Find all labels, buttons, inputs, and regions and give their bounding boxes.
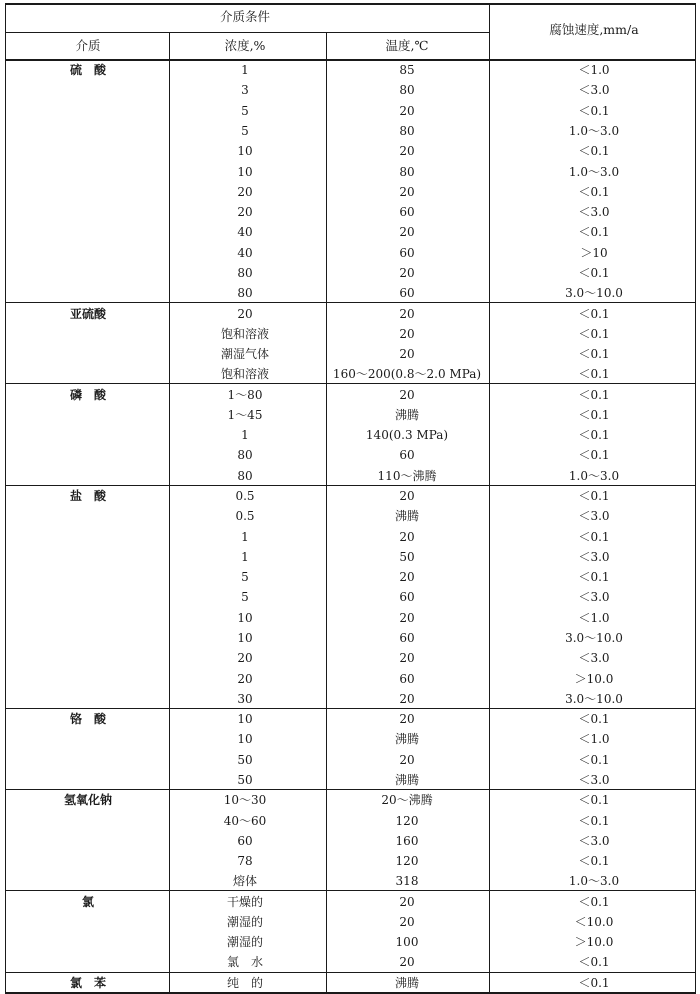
cell-concentration: 78 <box>237 854 253 869</box>
cell-temperature: 60 <box>399 245 415 260</box>
cell-temperature: 20 <box>399 306 415 321</box>
group-divider <box>5 890 696 891</box>
cell-temperature: 20 <box>399 103 415 118</box>
cell-temperature: 120 <box>395 854 419 869</box>
cell-temperature: 160 <box>395 833 419 848</box>
cell-concentration: 5 <box>241 103 249 118</box>
cell-concentration: 5 <box>241 123 249 138</box>
cell-concentration: 10 <box>237 164 253 179</box>
cell-temperature: 60 <box>399 205 415 220</box>
cell-temperature: 沸腾 <box>394 975 420 990</box>
cell-temperature: 20 <box>399 529 415 544</box>
cell-concentration: 熔体 <box>232 874 258 889</box>
cell-concentration: 1～45 <box>227 407 263 422</box>
cell-concentration: 干燥的 <box>226 894 264 909</box>
cell-concentration: 10～30 <box>223 793 267 808</box>
cell-temperature: 沸腾 <box>394 407 420 422</box>
header-medium: 介质 <box>75 38 101 53</box>
cell-concentration: 60 <box>237 833 253 848</box>
cell-concentration: 50 <box>237 772 253 787</box>
cell-concentration: 0.5 <box>235 509 255 524</box>
cell-concentration: 1 <box>241 529 249 544</box>
cell-concentration: 10 <box>237 630 253 645</box>
cell-temperature: 60 <box>399 286 415 301</box>
cell-corrosion-rate: ＜3.0 <box>578 651 610 666</box>
cell-temperature: 20 <box>399 347 415 362</box>
cell-corrosion-rate: 3.0～10.0 <box>565 630 623 645</box>
cell-temperature: 140(0.3 MPa) <box>365 428 449 443</box>
cell-concentration: 80 <box>237 468 253 483</box>
cell-concentration: 80 <box>237 286 253 301</box>
cell-corrosion-rate: ＜3.0 <box>578 83 610 98</box>
cell-corrosion-rate: ＜0.1 <box>578 854 610 869</box>
cell-corrosion-rate: ＜0.1 <box>578 793 610 808</box>
cell-concentration: 40～60 <box>223 813 267 828</box>
cell-corrosion-rate: 1.0～3.0 <box>568 468 620 483</box>
cell-concentration: 1 <box>241 549 249 564</box>
cell-temperature: 20～沸腾 <box>381 793 433 808</box>
cell-temperature: 20 <box>399 894 415 909</box>
medium-name: 氢氧化钠 <box>63 793 113 808</box>
medium-column-divider <box>169 32 170 992</box>
header-bottom-border <box>5 59 696 61</box>
cell-corrosion-rate: ＜3.0 <box>578 549 610 564</box>
cell-temperature: 80 <box>399 123 415 138</box>
cell-temperature: 50 <box>399 549 415 564</box>
cell-temperature: 160～200(0.8～2.0 MPa) <box>332 367 482 382</box>
cell-corrosion-rate: ＞10.0 <box>574 671 614 686</box>
cell-temperature: 20 <box>399 326 415 341</box>
group-divider <box>5 972 696 973</box>
cell-concentration: 饱和溶液 <box>220 326 270 341</box>
cell-corrosion-rate: ＜0.1 <box>578 103 610 118</box>
cell-temperature: 60 <box>399 671 415 686</box>
cell-concentration: 20 <box>237 651 253 666</box>
cell-corrosion-rate: 3.0～10.0 <box>565 691 623 706</box>
cell-concentration: 潮湿气体 <box>220 347 270 362</box>
cell-concentration: 20 <box>237 205 253 220</box>
cell-concentration: 80 <box>237 265 253 280</box>
cell-concentration: 10 <box>237 144 253 159</box>
cell-concentration: 潮湿的 <box>226 914 264 929</box>
cell-concentration: 5 <box>241 570 249 585</box>
cell-temperature: 沸腾 <box>394 772 420 787</box>
group-divider <box>5 789 696 790</box>
cell-corrosion-rate: ＜0.1 <box>578 225 610 240</box>
cell-concentration: 20 <box>237 184 253 199</box>
medium-name: 铬 酸 <box>69 712 107 727</box>
cell-temperature: 60 <box>399 590 415 605</box>
header-divider <box>5 32 490 33</box>
cell-temperature: 沸腾 <box>394 509 420 524</box>
cell-temperature: 20 <box>399 184 415 199</box>
concentration-column-divider <box>326 32 327 992</box>
cell-temperature: 120 <box>395 813 419 828</box>
cell-corrosion-rate: ＜0.1 <box>578 529 610 544</box>
cell-corrosion-rate: ＜0.1 <box>578 347 610 362</box>
cell-temperature: 20 <box>399 144 415 159</box>
cell-corrosion-rate: ＜0.1 <box>578 265 610 280</box>
cell-concentration: 10 <box>237 732 253 747</box>
cell-concentration: 40 <box>237 225 253 240</box>
cell-corrosion-rate: ＞10 <box>580 245 608 260</box>
cell-corrosion-rate: ＜0.1 <box>578 326 610 341</box>
cell-corrosion-rate: ＞10.0 <box>574 935 614 950</box>
cell-corrosion-rate: 3.0～10.0 <box>565 286 623 301</box>
cell-concentration: 氯 水 <box>226 955 264 970</box>
cell-temperature: 20 <box>399 651 415 666</box>
cell-corrosion-rate: ＜0.1 <box>578 407 610 422</box>
cell-corrosion-rate: 1.0～3.0 <box>568 164 620 179</box>
cell-temperature: 110～沸腾 <box>377 468 437 483</box>
rate-column-divider <box>489 3 490 994</box>
cell-concentration: 10 <box>237 610 253 625</box>
medium-name: 氯 苯 <box>69 975 107 990</box>
medium-name: 硫 酸 <box>69 63 107 78</box>
cell-corrosion-rate: ＜0.1 <box>578 489 610 504</box>
cell-corrosion-rate: ＜10.0 <box>574 914 614 929</box>
cell-corrosion-rate: ＜0.1 <box>578 752 610 767</box>
header-corrosion-rate: 腐蚀速度,mm/a <box>549 22 639 37</box>
cell-temperature: 20 <box>399 752 415 767</box>
cell-temperature: 60 <box>399 448 415 463</box>
cell-temperature: 20 <box>399 570 415 585</box>
group-divider <box>5 302 696 303</box>
cell-corrosion-rate: ＜1.0 <box>578 732 610 747</box>
cell-corrosion-rate: ＜0.1 <box>578 570 610 585</box>
cell-corrosion-rate: ＜0.1 <box>578 894 610 909</box>
cell-corrosion-rate: ＜3.0 <box>578 590 610 605</box>
cell-temperature: 60 <box>399 630 415 645</box>
cell-concentration: 1 <box>241 63 249 78</box>
cell-corrosion-rate: 1.0～3.0 <box>568 874 620 889</box>
medium-name: 磷 酸 <box>69 387 107 402</box>
cell-corrosion-rate: ＜0.1 <box>578 367 610 382</box>
medium-name: 亚硫酸 <box>69 306 107 321</box>
cell-temperature: 沸腾 <box>394 732 420 747</box>
cell-temperature: 80 <box>399 164 415 179</box>
cell-corrosion-rate: ＜0.1 <box>578 428 610 443</box>
cell-concentration: 潮湿的 <box>226 935 264 950</box>
header-conditions: 介质条件 <box>219 9 271 24</box>
cell-concentration: 40 <box>237 245 253 260</box>
cell-corrosion-rate: ＜3.0 <box>578 833 610 848</box>
cell-temperature: 20 <box>399 489 415 504</box>
cell-concentration: 纯 的 <box>226 975 264 990</box>
cell-temperature: 20 <box>399 265 415 280</box>
table-left-border <box>5 3 6 994</box>
cell-corrosion-rate: ＜0.1 <box>578 975 610 990</box>
cell-corrosion-rate: ＜3.0 <box>578 205 610 220</box>
cell-temperature: 20 <box>399 712 415 727</box>
cell-corrosion-rate: ＜0.1 <box>578 144 610 159</box>
cell-concentration: 饱和溶液 <box>220 367 270 382</box>
cell-corrosion-rate: 1.0～3.0 <box>568 123 620 138</box>
cell-temperature: 20 <box>399 225 415 240</box>
cell-corrosion-rate: ＜0.1 <box>578 387 610 402</box>
cell-corrosion-rate: ＜0.1 <box>578 306 610 321</box>
cell-corrosion-rate: ＜0.1 <box>578 184 610 199</box>
table-top-border <box>5 3 696 5</box>
group-divider <box>5 383 696 384</box>
cell-concentration: 30 <box>237 691 253 706</box>
cell-concentration: 20 <box>237 306 253 321</box>
cell-temperature: 80 <box>399 83 415 98</box>
cell-temperature: 318 <box>395 874 419 889</box>
cell-concentration: 10 <box>237 712 253 727</box>
medium-name: 氯 <box>81 894 95 909</box>
cell-corrosion-rate: ＜3.0 <box>578 509 610 524</box>
cell-temperature: 20 <box>399 387 415 402</box>
cell-corrosion-rate: ＜3.0 <box>578 772 610 787</box>
cell-temperature: 20 <box>399 610 415 625</box>
cell-concentration: 1 <box>241 428 249 443</box>
cell-corrosion-rate: ＜0.1 <box>578 712 610 727</box>
cell-concentration: 50 <box>237 752 253 767</box>
header-concentration: 浓度,% <box>224 38 266 53</box>
cell-concentration: 3 <box>241 83 249 98</box>
cell-temperature: 20 <box>399 914 415 929</box>
cell-concentration: 80 <box>237 448 253 463</box>
cell-temperature: 100 <box>395 935 419 950</box>
cell-temperature: 20 <box>399 955 415 970</box>
group-divider <box>5 708 696 709</box>
group-divider <box>5 485 696 486</box>
cell-concentration: 0.5 <box>235 489 255 504</box>
table-right-border <box>695 3 696 994</box>
cell-corrosion-rate: ＜0.1 <box>578 813 610 828</box>
medium-name: 盐 酸 <box>69 489 107 504</box>
header-temperature: 温度,℃ <box>385 38 429 53</box>
cell-temperature: 85 <box>399 63 415 78</box>
cell-temperature: 20 <box>399 691 415 706</box>
cell-corrosion-rate: ＜1.0 <box>578 63 610 78</box>
cell-corrosion-rate: ＜0.1 <box>578 955 610 970</box>
cell-concentration: 5 <box>241 590 249 605</box>
cell-concentration: 1～80 <box>227 387 263 402</box>
cell-corrosion-rate: ＜1.0 <box>578 610 610 625</box>
cell-corrosion-rate: ＜0.1 <box>578 448 610 463</box>
cell-concentration: 20 <box>237 671 253 686</box>
